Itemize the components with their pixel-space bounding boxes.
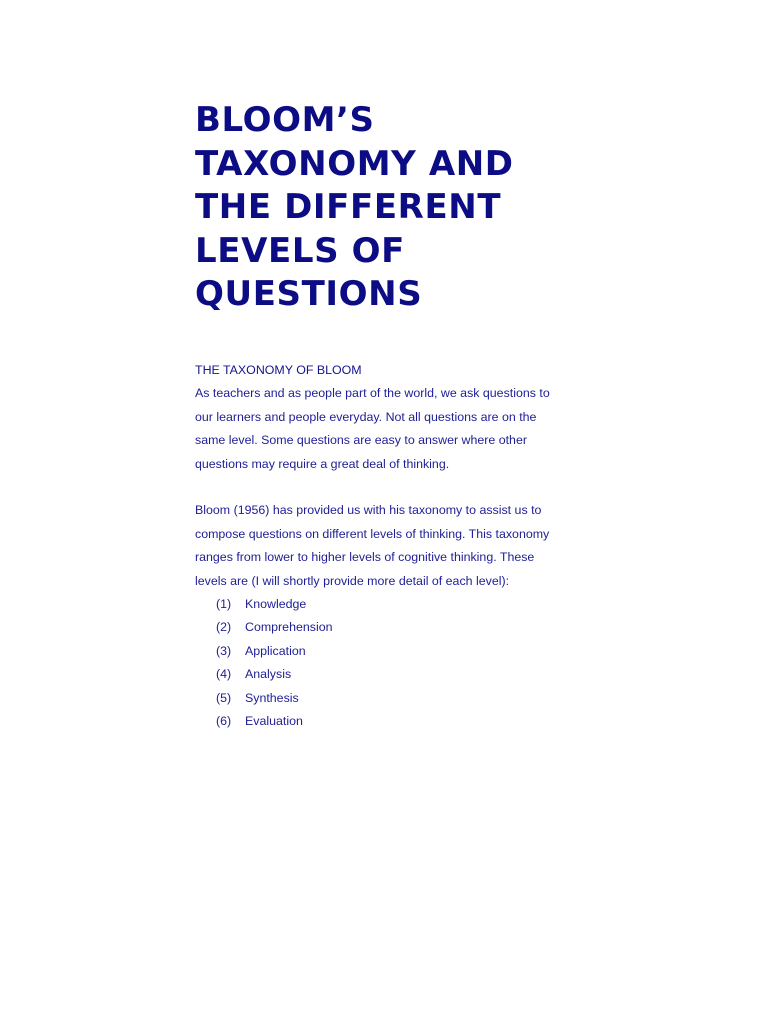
document-title (195, 99, 575, 317)
title-line: LEVELS OF (195, 230, 405, 271)
list-item-label: Evaluation (245, 714, 303, 729)
title-line: BLOOM’S (195, 100, 375, 140)
list-item (216, 640, 575, 663)
list-item (216, 663, 575, 686)
paragraph-line: levels are (I will shortly provide more detail of each level): (195, 573, 510, 588)
list-item (216, 616, 575, 639)
title-line: THE DIFFERENT (195, 187, 502, 228)
list-item-number: (1) (216, 597, 232, 612)
list-item (216, 593, 575, 616)
levels-list (195, 593, 575, 733)
paragraph-line: Bloom (1956) has provided us with his taxonomy to assist us to (195, 503, 542, 518)
list-item-label: Knowledge (245, 597, 307, 612)
paragraph-spacer (195, 476, 575, 499)
paragraph-line: questions may require a great deal of thinking. (195, 456, 450, 471)
list-item-label: Synthesis (245, 690, 299, 705)
paragraph-line: As teachers and as people part of the world, we ask questions to (195, 386, 550, 401)
title-line: TAXONOMY AND (195, 143, 514, 184)
list-item-label: Analysis (245, 667, 292, 682)
paragraph-line: compose questions on different levels of thinking. This taxonomy (195, 526, 550, 541)
list-item-number: (6) (216, 714, 232, 729)
taxonomy-section (195, 359, 575, 733)
list-item-number: (3) (216, 643, 232, 658)
list-item-number: (2) (216, 620, 232, 635)
paragraph-line: our learners and people everyday. Not all questions are on the (195, 409, 537, 424)
list-item-number: (4) (216, 667, 232, 682)
section-heading: THE TAXONOMY OF BLOOM (195, 363, 362, 377)
list-item (216, 687, 575, 710)
list-item (216, 710, 575, 733)
list-item-number: (5) (216, 690, 232, 705)
paragraph-line: same level. Some questions are easy to answer where other (195, 433, 527, 448)
paragraph-line: ranges from lower to higher levels of cognitive thinking. These (195, 550, 535, 565)
title-line: QUESTIONS (195, 274, 423, 315)
bloom-paragraph (195, 499, 575, 593)
list-item-label: Application (245, 643, 306, 658)
list-item-label: Comprehension (245, 620, 333, 635)
intro-paragraph (195, 382, 575, 476)
